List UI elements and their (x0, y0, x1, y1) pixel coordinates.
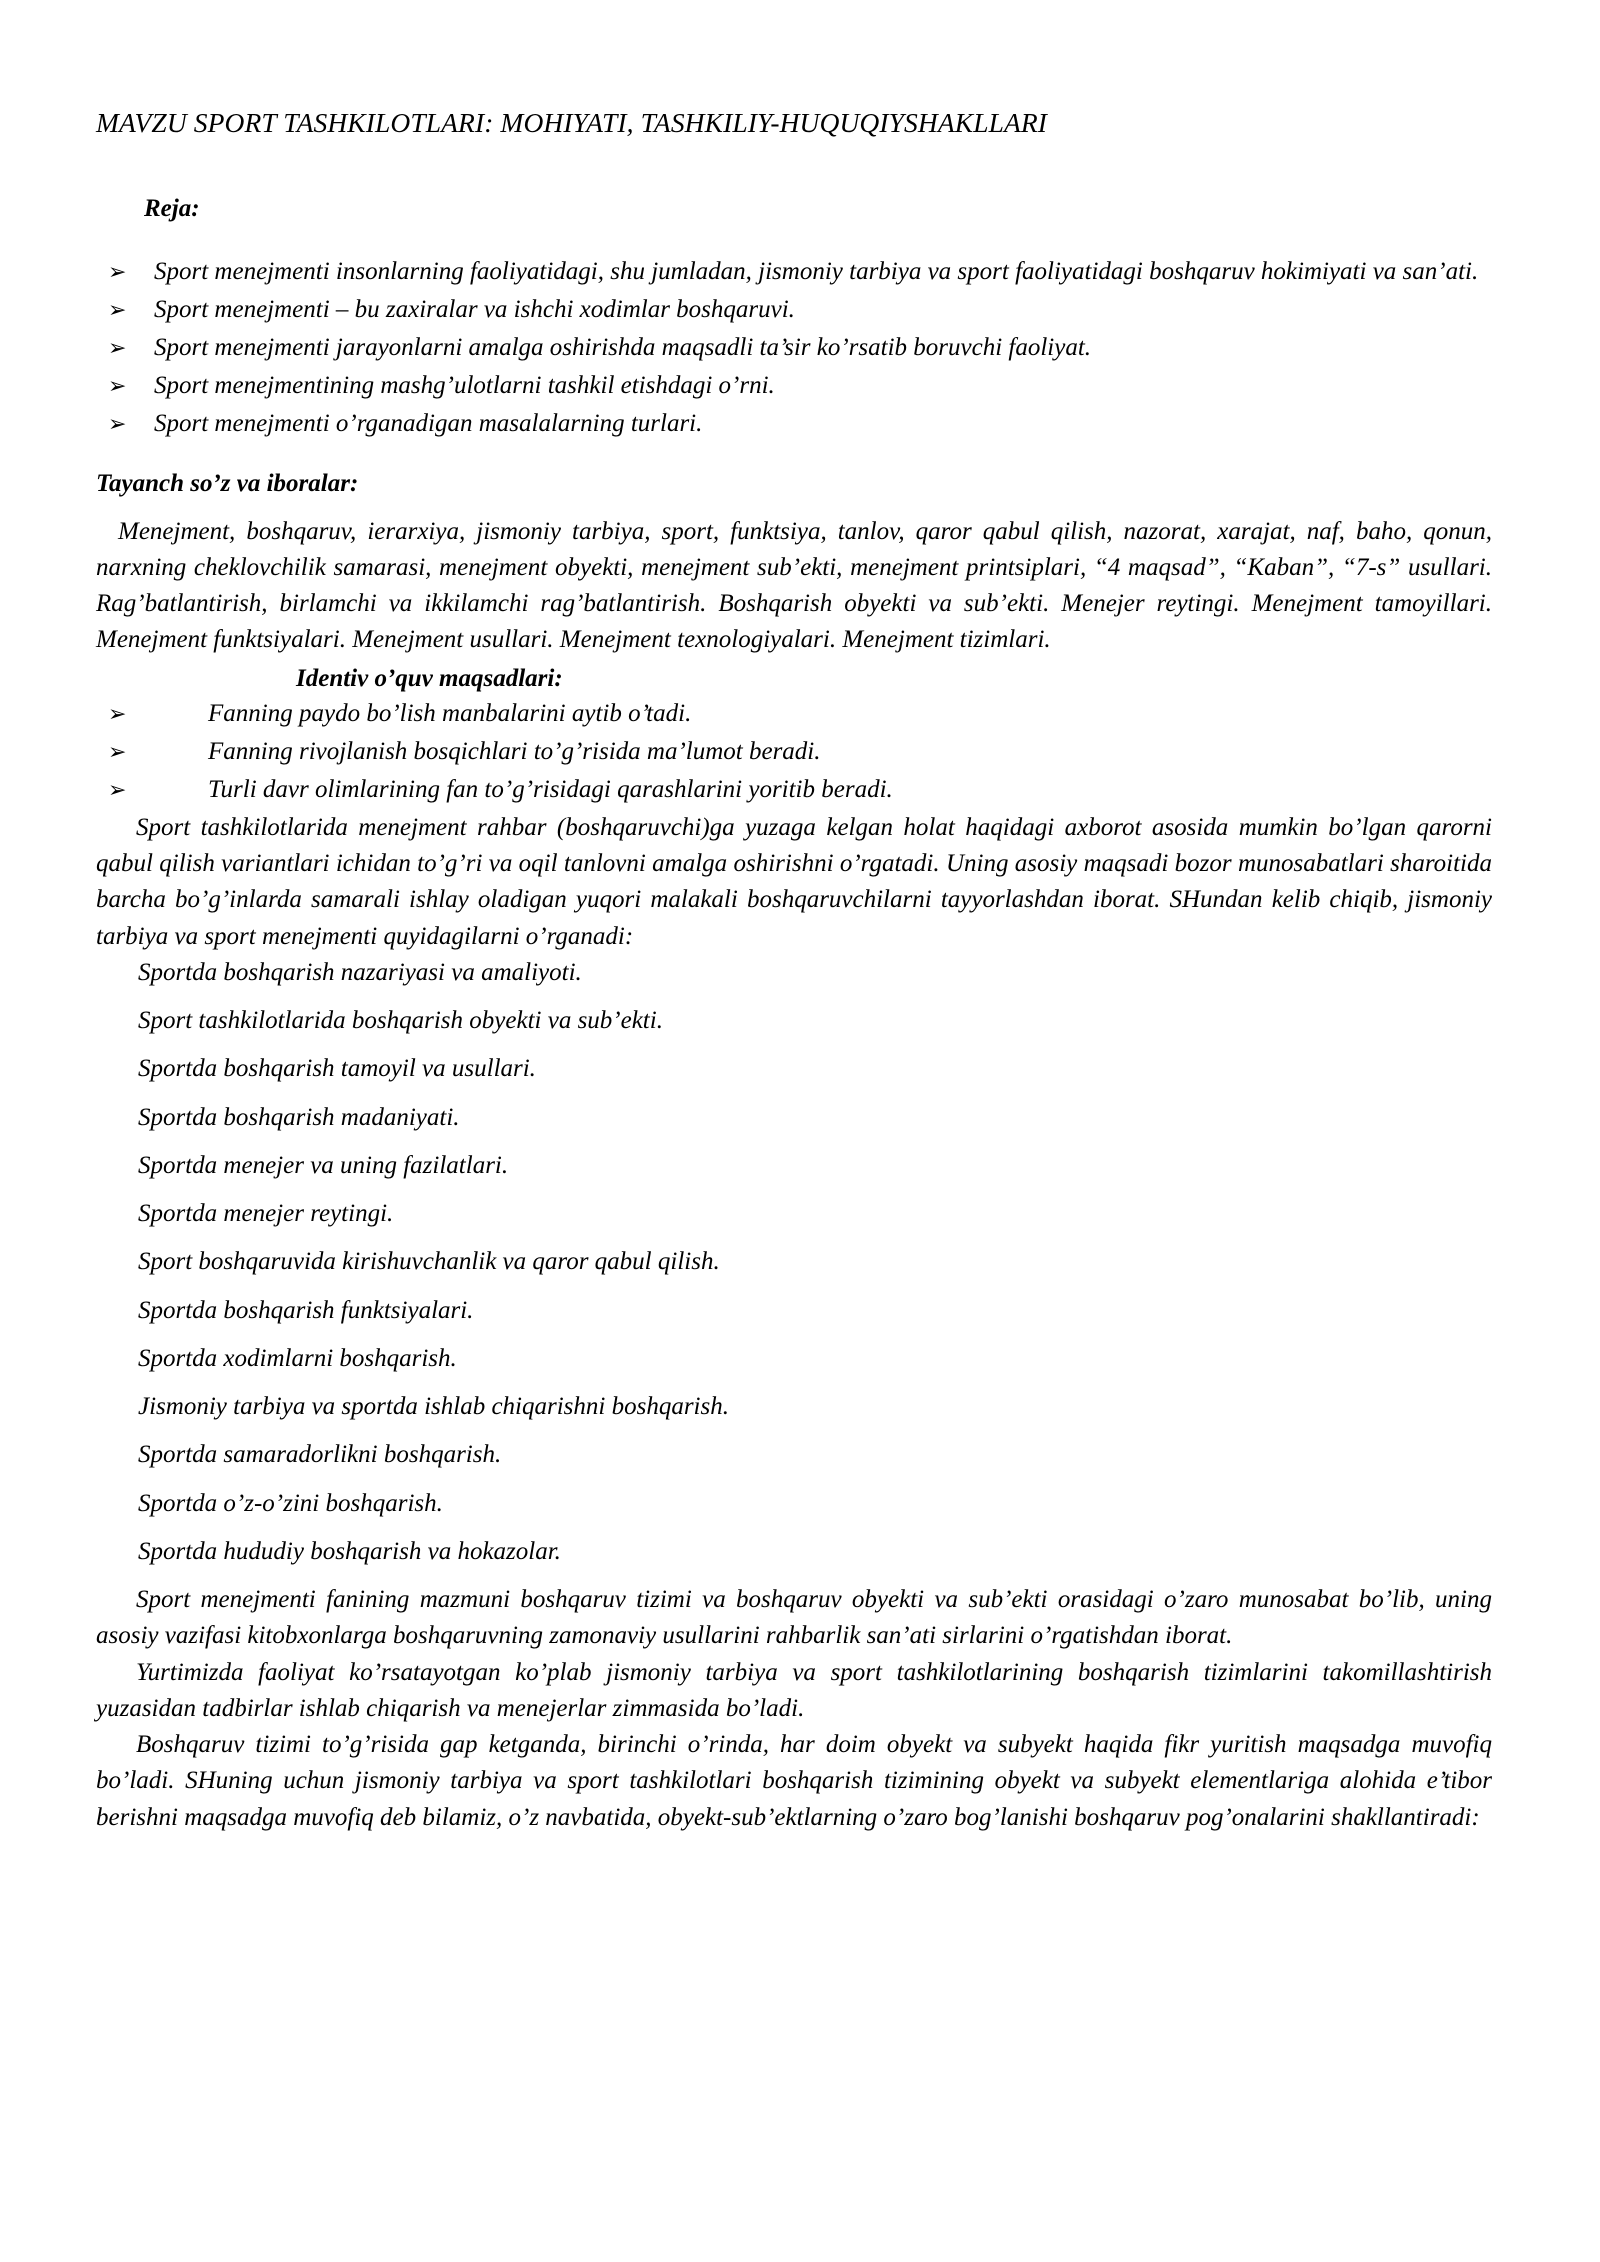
arrow-bullet-icon: ➢ (108, 373, 127, 399)
arrow-bullet-icon: ➢ (108, 700, 127, 726)
list-item-text: Sport menejmentining mashg’ulotlarni tashkil etishdagi o’rni. (154, 372, 775, 400)
list-item (96, 292, 1492, 328)
list-item: Sportda boshqarish nazariyasi va amaliyoti. (138, 958, 582, 986)
reja-list (96, 254, 1492, 442)
closing-paragraph-2: Yurtimizda faoliyat ko’rsatayotgan ko’plab jismoniy tarbiya va sport tashkilotlarining boshqarish tizimlarini takomillashtirish yuzasidan tadbirlar ishlab chiqarish va menejerlar zimmasida bo’ladi. (96, 1658, 1492, 1722)
arrow-bullet-icon: ➢ (108, 776, 127, 802)
list-item (96, 406, 1492, 442)
page-title: MAVZU SPORT TASHKILOTLARI: MOHIYATI, TASHKILIY-HUQUQIYSHAKLLARI (96, 107, 1048, 138)
list-item (96, 696, 1492, 732)
list-item: Jismoniy tarbiya va sportda ishlab chiqarishni boshqarish. (138, 1393, 729, 1420)
list-item (96, 254, 1492, 290)
list-item: Sportda menejer va uning fazilatlari. (138, 1151, 509, 1179)
list-item: Sportda menejer reytingi. (138, 1200, 394, 1227)
list-item: Sportda boshqarish funktsiyalari. (138, 1296, 474, 1324)
identiv-heading: Identiv o’quv maqsadlari: (296, 664, 563, 692)
list-item (96, 368, 1492, 404)
list-item-text: Sport menejmenti insonlarning faoliyatidagi, shu jumladan, jismoniy tarbiya va sport faoliyatidagi boshqaruv hokimiyati va san’ati. (154, 258, 1479, 286)
list-item-text: Sport menejmenti o’rganadigan masalalarning turlari. (154, 410, 703, 438)
reja-heading: Reja: (144, 195, 200, 222)
list-item: Sportda o’z-o’zini boshqarish. (138, 1489, 443, 1517)
intro-paragraph: Sport tashkilotlarida menejment rahbar (boshqaruvchi)ga yuzaga kelgan holat haqidagi axborot asosida mumkin bo’lgan qarorni qabul qilish variantlari ichidan to’g’ri va oqil tanlovni amalga oshirishni o’rgatadi. Uning asosiy maqsadi bozor munosabatlari sharoitida barcha bo’g’inlarda samarali ishlay oladigan yuqori malakali boshqaruvchilarni tayyorlashdan iborat. SHundan kelib chiqib, jismoniy tarbiya va sport menejmenti quyidagilarni o’rganadi: (96, 813, 1492, 950)
list-item: Sportda samaradorlikni boshqarish. (138, 1441, 502, 1469)
list-item-text: Fanning rivojlanish bosqichlari to’g’risida ma’lumot beradi. (208, 737, 821, 765)
closing-paragraph-3: Boshqaruv tizimi to’g’risida gap ketganda, birinchi o’rinda, har doim obyekt va subyekt haqida fikr yuritish maqsadga muvofiq bo’ladi. SHuning uchun jismoniy tarbiya va sport tashkilotlari boshqarish tizimining obyekt va subyekt elementlariga alohida e’tibor berishni maqsadga muvofiq deb bilamiz, o’z navbatida, obyekt-sub’ektlarning o’zaro bog’lanishi boshqaruv pog’onalarini shakllantiradi: (96, 1731, 1492, 1831)
list-item-text: Turli davr olimlarining fan to’g’risidagi qarashlarini yoritib beradi. (208, 775, 893, 803)
closing-paragraph-1: Sport menejmenti fanining mazmuni boshqaruv tizimi va boshqaruv obyekti va sub’ekti orasidagi o’zaro munosabat bo’lib, uning asosiy vazifasi kitobxonlarga boshqaruvning zamonaviy usullarini rahbarlik san’ati sirlarini o’rgatishdan iborat. (96, 1586, 1492, 1650)
list-item: Sport boshqaruvida kirishuvchanlik va qaror qabul qilish. (138, 1248, 720, 1276)
arrow-bullet-icon: ➢ (108, 411, 127, 437)
arrow-bullet-icon: ➢ (108, 259, 127, 285)
list-item: Sportda xodimlarni boshqarish. (138, 1344, 457, 1372)
list-item (96, 734, 1492, 770)
list-item-text: Sport menejmenti – bu zaxiralar va ishchi xodimlar boshqaruvi. (154, 296, 795, 324)
arrow-bullet-icon: ➢ (108, 738, 127, 764)
tayanch-heading: Tayanch so’z va iboralar: (96, 470, 359, 498)
list-item (96, 772, 1492, 808)
list-item (96, 330, 1492, 366)
list-item: Sportda boshqarish madaniyati. (138, 1103, 460, 1131)
list-item-text: Sport menejmenti jarayonlarni amalga oshirishda maqsadli ta’sir ko’rsatib boruvchi faoliyat. (154, 334, 1092, 362)
list-item: Sport tashkilotlarida boshqarish obyekti va sub’ekti. (138, 1007, 663, 1034)
arrow-bullet-icon: ➢ (108, 297, 127, 323)
topics-list (96, 955, 1492, 1570)
list-item: Sportda hududiy boshqarish va hokazolar. (138, 1537, 561, 1565)
arrow-bullet-icon: ➢ (108, 335, 127, 361)
tayanch-paragraph: Menejment, boshqaruv, ierarxiya, jismoniy tarbiya, sport, funktsiya, tanlov, qaror qabul qilish, nazorat, xarajat, naf, baho, qonun, narxning cheklovchilik samarasi, menejment obyekti, menejment sub’ekti, menejment printsiplari, “4 maqsad”, “Kaban”, “7-s” usullari. Rag’batlantirish, birlamchi va ikkilamchi rag’batlantirish. Boshqarish obyekti va sub’ekti. Menejer reytingi. Menejment tamoyillari. Menejment funktsiyalari. Menejment usullari. Menejment texnologiyalari. Menejment tizimlari. (96, 517, 1492, 654)
identiv-list (96, 696, 1492, 808)
list-item-text: Fanning paydo bo’lish manbalarini aytib o’tadi. (208, 699, 692, 727)
list-item: Sportda boshqarish tamoyil va usullari. (138, 1055, 536, 1083)
